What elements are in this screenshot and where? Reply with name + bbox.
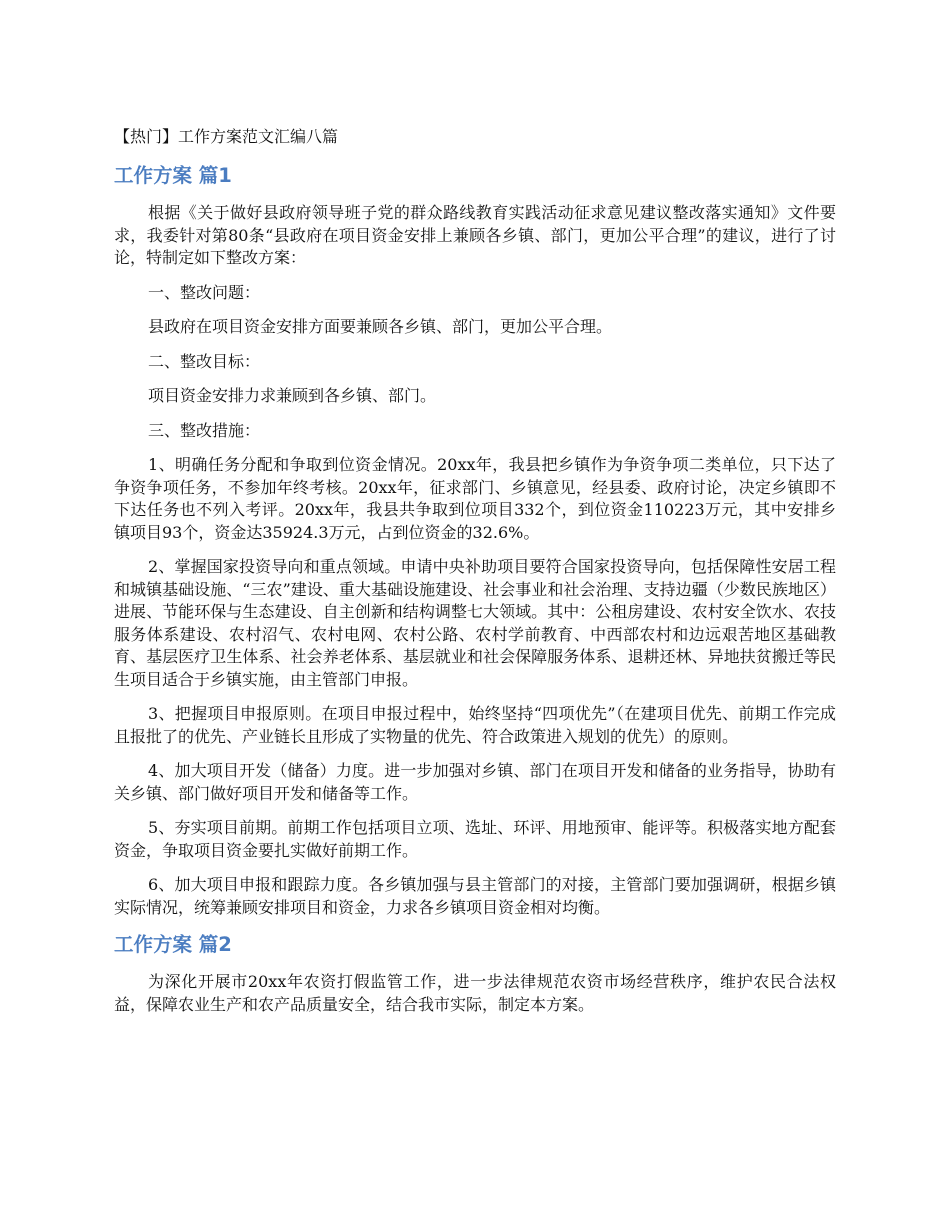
paragraph: 6、加大项目申报和跟踪力度。各乡镇加强与县主管部门的对接，主管部门要加强调研，根据乡镇实际情况，统筹兼顾安排项目和资金，力求各乡镇项目资金相对均衡。 (114, 875, 836, 917)
paragraph: 2、掌握国家投资导向和重点领域。申请中央补助项目要符合国家投资导向，包括保障性安居工程和城镇基础设施、“三农”建设、重大基础设施建设、社会事业和社会治理、支持边疆（少数民族地区）进展、节能环保与生态建设、自主创新和结构调整七大领域。其中：公租房建设、农村安全饮水、农技服务体系建设、农村沼气、农村电网、农村公路、农村学前教育、中西部农村和边远艰苦地区基础教育、基层医疗卫生体系、社会养老体系、基层就业和社会保障服务体系、退耕还林、异地扶贫搬迁等民生项目适合于乡镇实施，由主管部门申报。 (114, 557, 836, 689)
paragraph: 根据《关于做好县政府领导班子党的群众路线教育实践活动征求意见建议整改落实通知》文件要求，我委针对第80条“县政府在项目资金安排上兼顾各乡镇、部门，更加公平合理”的建议，进行了讨论，特制定如下整改方案： (114, 203, 836, 267)
section-heading-1: 工作方案 篇1 (114, 164, 232, 187)
paragraph: 1、明确任务分配和争取到位资金情况。20xx年，我县把乡镇作为争资争项二类单位，只下达了争资争项任务，不参加年终考核。20xx年，征求部门、乡镇意见，经县委、政府讨论，决定乡镇即不下达任务也不列入考评。20xx年，我县共争取到位项目332个，到位资金110223万元，其中安排乡镇项目93个，资金达35924.3万元，占到位资金的32.6%。 (114, 455, 836, 542)
paragraph: 二、整改目标： (148, 351, 261, 371)
paragraph: 县政府在项目资金安排方面要兼顾各乡镇、部门，更加公平合理。 (148, 317, 613, 336)
paragraph: 一、整改问题： (148, 282, 261, 302)
paragraph: 三、整改措施： (148, 420, 261, 440)
paragraph: 3、把握项目申报原则。在项目申报过程中，始终坚持“四项优先”（在建项目优先、前期工作完成且报批了的优先、产业链长且形成了实物量的优先、符合政策进入规划的优先）的原则。 (114, 704, 836, 746)
document-title: 【热门】工作方案范文汇编八篇 (114, 127, 339, 146)
paragraph: 5、夯实项目前期。前期工作包括项目立项、选址、环评、用地预审、能评等。积极落实地方配套资金，争取项目资金要扎实做好前期工作。 (114, 818, 836, 860)
paragraph: 4、加大项目开发（储备）力度。进一步加强对乡镇、部门在项目开发和储备的业务指导，协助有关乡镇、部门做好项目开发和储备等工作。 (114, 761, 836, 803)
paragraph: 为深化开展市20xx年农资打假监管工作，进一步法律规范农资市场经营秩序，维护农民合法权益，保障农业生产和农产品质量安全，结合我市实际，制定本方案。 (114, 972, 836, 1014)
section-heading-2: 工作方案 篇2 (114, 933, 232, 956)
document-body (114, 124, 836, 1028)
paragraph: 项目资金安排力求兼顾到各乡镇、部门。 (148, 386, 437, 405)
